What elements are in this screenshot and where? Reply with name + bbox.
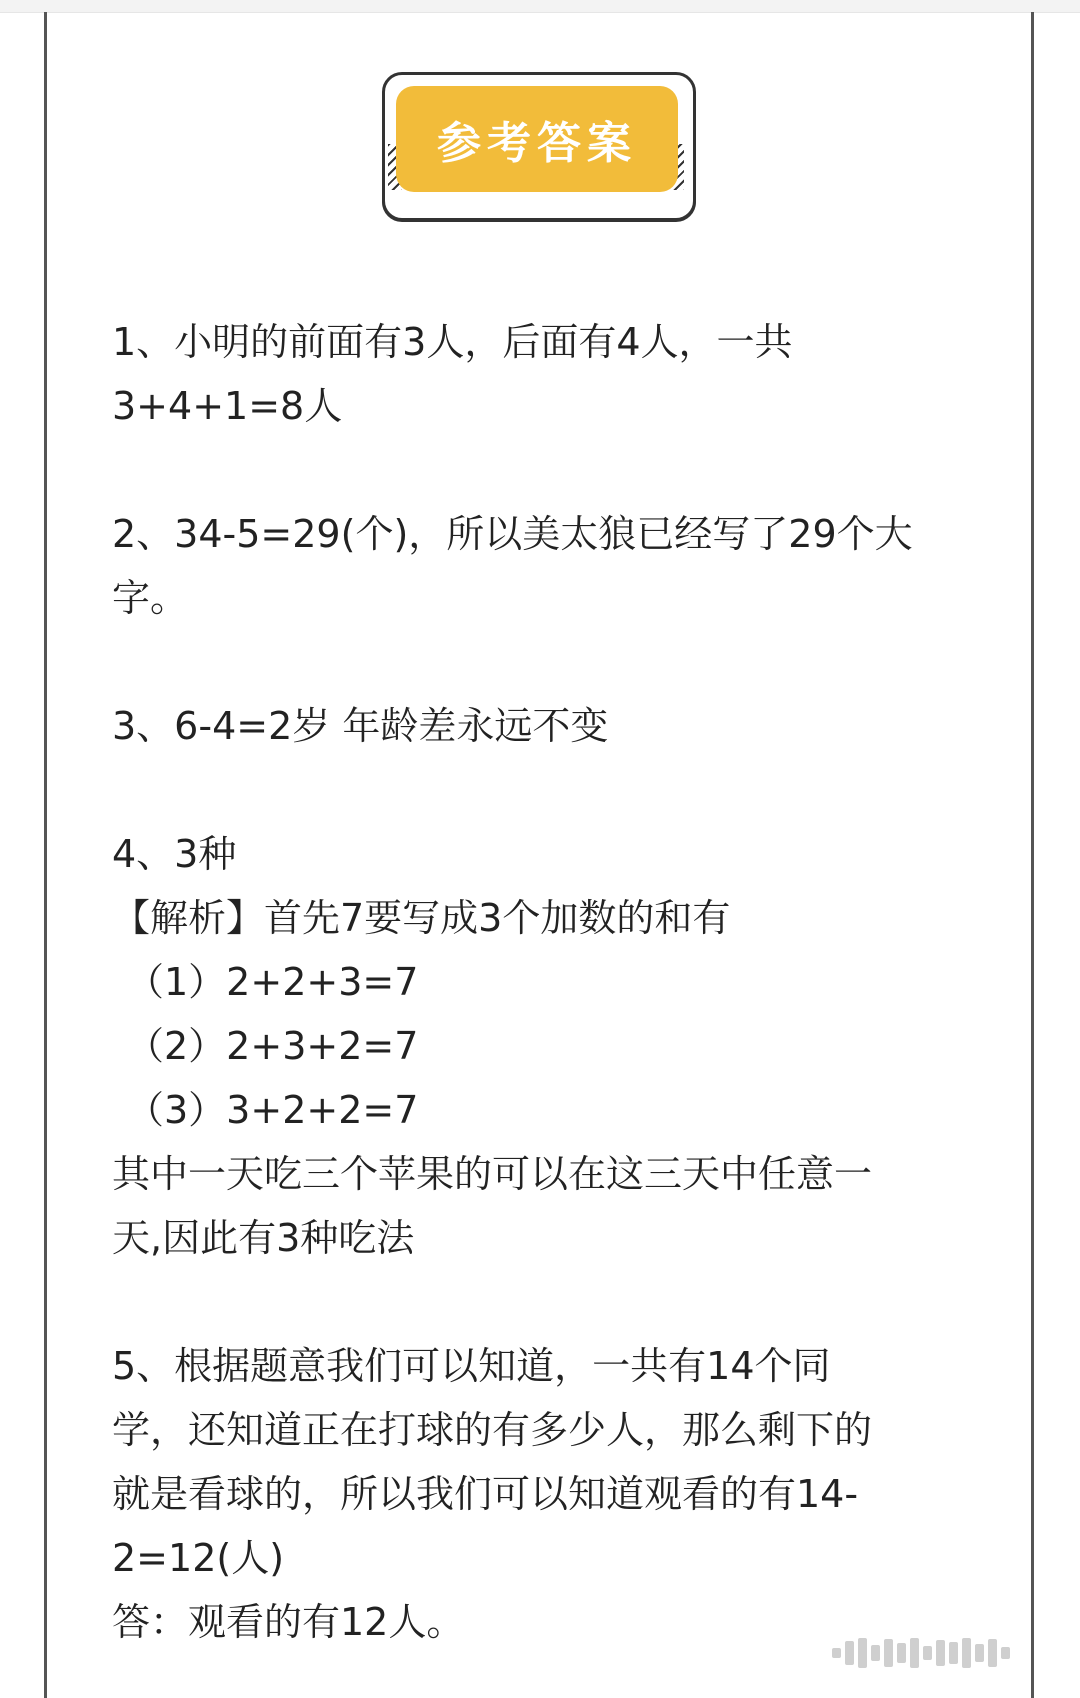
answer-5-line-3: 就是看球的，所以我们可以知道观看的有14- <box>112 1472 859 1516</box>
title-badge <box>382 72 694 220</box>
page-title: 参考答案 <box>437 118 637 169</box>
answer-2-line-2: 字。 <box>112 576 189 620</box>
badge-face <box>396 86 678 192</box>
badge-shelf <box>382 198 696 221</box>
answer-4-head: 4、3种 <box>112 832 237 876</box>
answer-4-line-1: 其中一天吃三个苹果的可以在这三天中任意一 <box>112 1152 873 1196</box>
answer-5-line-2: 学，还知道正在打球的有多少人，那么剩下的 <box>112 1408 873 1452</box>
answer-4-case-3: （3）3+2+2=7 <box>126 1088 419 1132</box>
answer-5-answer: 答：观看的有12人。 <box>112 1600 465 1644</box>
answer-4-analysis: 【解析】首先7要写成3个加数的和有 <box>112 896 731 940</box>
answer-2-line-1: 2、34-5=29(个)，所以美太狼已经写了29个大 <box>112 512 913 556</box>
answer-1-line-1: 1、小明的前面有3人，后面有4人，一共 <box>112 320 793 364</box>
answer-1-line-2: 3+4+1=8人 <box>112 384 343 428</box>
answer-4-line-2: 天,因此有3种吃法 <box>112 1216 415 1260</box>
answer-4-case-2: （2）2+3+2=7 <box>126 1024 419 1068</box>
watermark-icon <box>832 1636 1010 1670</box>
answer-4-case-1: （1）2+2+3=7 <box>126 960 419 1004</box>
answer-5-line-4: 2=12(人) <box>112 1536 285 1580</box>
answer-3: 3、6-4=2岁 年龄差永远不变 <box>112 704 609 748</box>
answer-5-line-1: 5、根据题意我们可以知道，一共有14个同 <box>112 1344 831 1388</box>
answer-content <box>112 310 970 1654</box>
